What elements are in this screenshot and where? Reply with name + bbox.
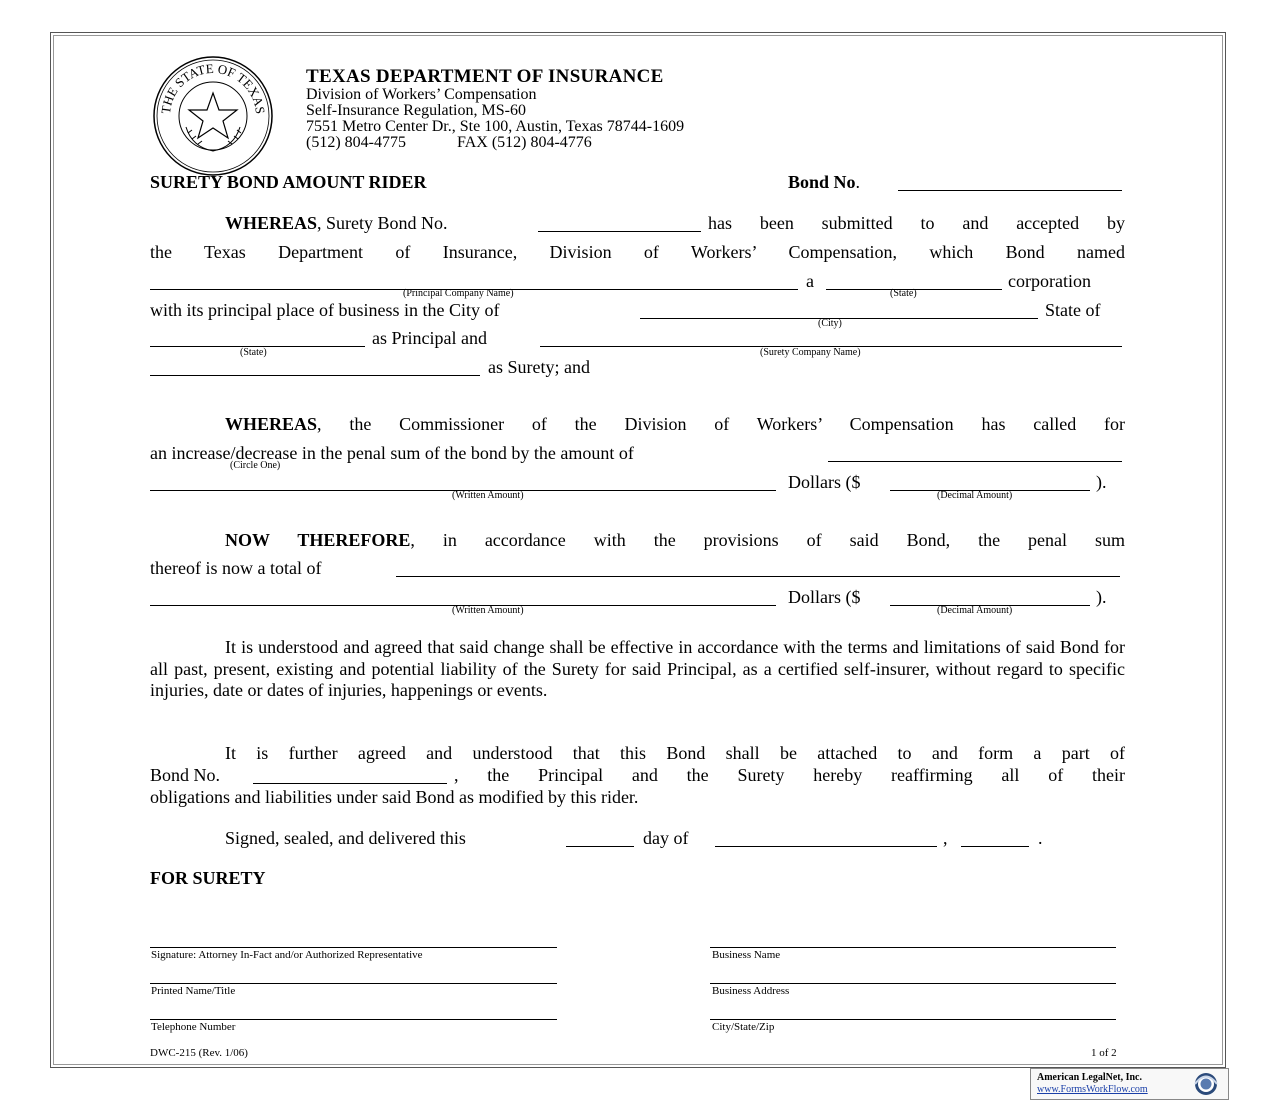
p2-dollars: Dollars ($: [788, 472, 861, 492]
p2-t1: , the Commissioner of the Division of Workers’ Compensation has called for: [317, 414, 1125, 434]
city-state-zip-field[interactable]: [710, 1019, 1116, 1020]
caption-surety-company: (Surety Company Name): [760, 347, 861, 358]
bond-no-dot: .: [855, 172, 861, 192]
page-number: 1 of 2: [1091, 1047, 1117, 1059]
legalnet-badge[interactable]: [1030, 1068, 1229, 1100]
p3-line2: thereof is now a total of: [150, 558, 322, 578]
agency-address: 7551 Metro Center Dr., Ste 100, Austin, Texas 78744-1609: [306, 118, 685, 135]
surety-field[interactable]: [150, 375, 480, 376]
p3-lead: NOW THEREFORE: [225, 530, 411, 550]
form-title: SURETY BOND AMOUNT RIDER: [150, 172, 427, 192]
p1-t2: has been submitted to and accepted by: [708, 213, 1125, 233]
p4-text: It is understood and agreed that said change shall be effective in accordance with the terms and limitations of said Bond for all past, present, existing and potential liability of the Surety for said Principal, as a certified self-insurer, without regard to specific injuries, date or dates of injuries, happenings or events.: [150, 637, 1125, 700]
p2-close: ).: [1096, 472, 1107, 492]
signature-label: Signature: Attorney In-Fact and/or Authorized Representative: [151, 949, 423, 961]
caption-state-2: (State): [240, 347, 267, 358]
printed-name-field[interactable]: [150, 983, 557, 984]
p3-line1: [225, 530, 1125, 551]
p1-t1: , Surety Bond No.: [317, 213, 448, 233]
p1-as-principal: as Principal and: [372, 328, 487, 348]
badge-url[interactable]: www.FormsWorkFlow.com: [1037, 1084, 1148, 1095]
telephone-label: Telephone Number: [151, 1021, 236, 1033]
caption-circle-one: (Circle One): [230, 460, 281, 471]
signed-year-field[interactable]: [961, 846, 1029, 847]
p5-rest: , the Principal and the Surety hereby reaffirming all of their: [454, 765, 1125, 785]
p2-line1: [225, 414, 1125, 435]
total-amount-field[interactable]: [396, 576, 1120, 577]
agency-fax: FAX (512) 804-4776: [457, 134, 592, 151]
signed-text: Signed, sealed, and delivered this: [225, 828, 466, 848]
p1-line2: the Texas Department of Insurance, Division of Workers’ Compensation, which Bond named: [150, 242, 1125, 262]
state-seal-icon: [152, 55, 274, 177]
p3-close: ).: [1096, 587, 1107, 607]
caption-city: (City): [818, 318, 842, 329]
signed-day-field[interactable]: [566, 846, 634, 847]
form-id: DWC-215 (Rev. 1/06): [150, 1047, 248, 1059]
p5-line1: It is further agreed and understood that this Bond shall be attached to and form a part of: [225, 743, 1125, 763]
business-name-label: Business Name: [712, 949, 781, 961]
p3-dollars: Dollars ($: [788, 587, 861, 607]
caption-written-amount-2: (Written Amount): [452, 605, 524, 616]
caption-written-amount-1: (Written Amount): [452, 490, 524, 501]
bond-no-field[interactable]: [898, 190, 1122, 191]
business-address-field[interactable]: [710, 983, 1116, 984]
city-state-zip-label: City/State/Zip: [712, 1021, 775, 1033]
forms-workflow-logo-icon: [1189, 1071, 1223, 1097]
signature-field[interactable]: [150, 947, 557, 948]
unit-name: Self-Insurance Regulation, MS-60: [306, 102, 526, 119]
p1-line1-left: [225, 213, 448, 234]
printed-name-label: Printed Name/Title: [151, 985, 236, 997]
for-surety-heading: FOR SURETY: [150, 868, 266, 888]
p5-bond-no: Bond No.: [150, 765, 221, 785]
division-name: Division of Workers’ Compensation: [306, 86, 537, 103]
p1-lead: WHEREAS: [225, 213, 318, 233]
p1-corporation: corporation: [1008, 271, 1091, 291]
signed-period: .: [1038, 828, 1043, 848]
signed-month-field[interactable]: [715, 846, 937, 847]
signed-comma: ,: [943, 828, 948, 848]
change-amount-field[interactable]: [828, 461, 1122, 462]
p1-state-of: State of: [1045, 300, 1101, 320]
p3-t1: , in accordance with the provisions of said Bond, the penal sum: [410, 530, 1125, 550]
bond-no-label: Bond No: [788, 172, 856, 192]
p5-line3: obligations and liabilities under said Bond as modified by this rider.: [150, 787, 639, 807]
surety-bond-no-field[interactable]: [538, 231, 701, 232]
p1-as-surety: as Surety; and: [488, 357, 590, 377]
caption-decimal-amount-1: (Decimal Amount): [937, 490, 1013, 501]
telephone-field[interactable]: [150, 1019, 557, 1020]
p2-line2: an increase/decrease in the penal sum of the bond by the amount of: [150, 443, 634, 463]
agency-phone: (512) 804-4775: [306, 134, 406, 151]
caption-decimal-amount-2: (Decimal Amount): [937, 605, 1013, 616]
caption-principal-company: (Principal Company Name): [403, 288, 514, 299]
business-name-field[interactable]: [710, 947, 1116, 948]
bond-no-header: [788, 172, 860, 193]
seal-text: THE STATE OF TEXAS: [157, 60, 269, 115]
agency-name: TEXAS DEPARTMENT OF INSURANCE: [306, 66, 664, 87]
p1-line4a: with its principal place of business in the City of: [150, 300, 500, 320]
badge-company: American LegalNet, Inc.: [1037, 1072, 1142, 1083]
p1-a: a: [806, 271, 814, 291]
signed-day-of: day of: [643, 828, 689, 848]
rider-bond-no-field[interactable]: [253, 783, 447, 784]
business-address-label: Business Address: [712, 985, 790, 997]
p2-lead: WHEREAS: [225, 414, 318, 434]
caption-state-1: (State): [890, 288, 917, 299]
